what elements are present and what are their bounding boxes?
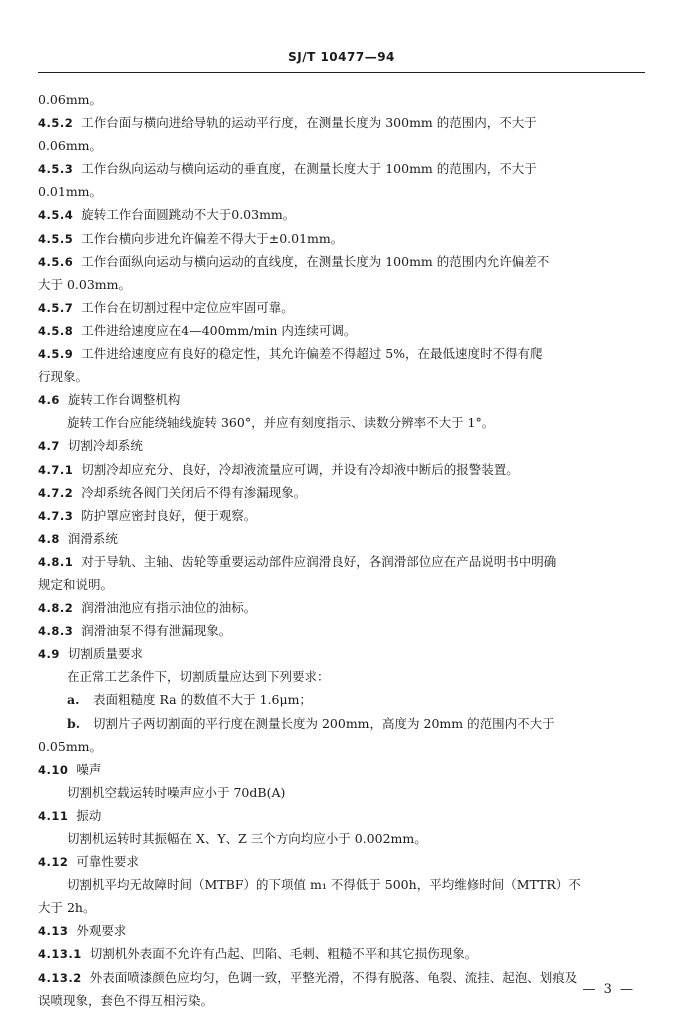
clause-text: 工件进给速度应有良好的稳定性，其允许偏差不得超过 5%，在最低速度时不得有爬	[81, 346, 543, 362]
clause-line	[38, 458, 642, 481]
clause-text: 大于 2h。	[38, 900, 96, 916]
clause-number: 4.5.8	[38, 323, 74, 338]
clause-line	[38, 550, 642, 573]
clause-text: 工作台在切割过程中定位应牢固可靠。	[81, 299, 294, 315]
clause-number: 4.7.2	[38, 485, 74, 500]
clause-line	[38, 250, 642, 273]
clause-number: 4.7.3	[38, 508, 74, 523]
clause-number: 4.13.2	[38, 970, 82, 985]
clause-number: 4.5.2	[38, 116, 74, 131]
clause-text: 切割冷却应充分、良好，冷却液流量应可调，并设有冷却液中断后的报警装置。	[81, 461, 519, 477]
clause-number: 4.5.5	[38, 231, 74, 246]
clause-line	[38, 227, 642, 250]
clause-line	[38, 642, 642, 665]
clause-text: 工作台面纵向运动与横向运动的直线度，在测量长度为 100mm 的范围内允许偏差不	[81, 253, 550, 269]
clause-text: 润滑系统	[67, 530, 118, 546]
clause-line	[38, 619, 642, 642]
clause-text: 防护罩应密封良好，便于观察。	[81, 507, 257, 523]
clause-text: 旋转工作台调整机构	[67, 392, 181, 408]
clause-number: 4.5.4	[38, 208, 74, 223]
text-line	[38, 688, 642, 711]
clause-text: 润滑油泵不得有泄漏现象。	[81, 623, 232, 639]
text-line	[38, 573, 642, 596]
clause-number: 4.8.3	[38, 624, 74, 639]
page-number: — 3 —	[582, 982, 635, 997]
clause-text: 冷却系统各阀门关闭后不得有渗漏现象。	[81, 484, 307, 500]
clause-text: 噪声	[76, 761, 102, 777]
clause-line	[38, 342, 642, 365]
standard-code-header: SJ/T 10477—94	[288, 50, 395, 64]
text-line	[38, 273, 642, 296]
clause-number: 4.8	[38, 531, 60, 546]
clause-text: 对于导轨、主轴、齿轮等重要运动部件应润滑良好，各润滑部位应在产品说明书中明确	[81, 553, 557, 569]
clause-text: 切割机外表面不允许有凸起、凹陷、毛刺、粗糙不平和其它损伤现象。	[89, 946, 478, 962]
clause-line	[38, 942, 642, 965]
clause-number: 4.7.1	[38, 462, 74, 477]
clause-line	[38, 481, 642, 504]
clause-line	[38, 966, 642, 989]
clause-text: 外观要求	[76, 923, 127, 939]
text-line	[38, 134, 642, 157]
clause-text: 外表面喷漆颜色应均匀，色调一致，平整光滑，不得有脱落、龟裂、流挂、起泡、划痕及	[89, 969, 578, 985]
clause-line	[38, 434, 642, 457]
clause-text: 误喷现象，套色不得互相污染。	[38, 992, 214, 1008]
clause-number: 4.5.7	[38, 300, 74, 315]
clause-text: 切割机平均无故障时间（MTBF）的下项值 m₁ 不得低于 500h，平均维修时间（MTTR）不	[67, 877, 581, 893]
clause-line	[38, 504, 642, 527]
clause-number: 4.8.2	[38, 601, 74, 616]
text-line	[38, 873, 642, 896]
text-line	[38, 411, 642, 434]
clause-line	[38, 157, 642, 180]
clause-text: 工件进给速度应在4—400mm/min 内连续可调。	[81, 322, 357, 338]
clause-text: 0.05mm。	[38, 738, 103, 754]
text-line	[38, 827, 642, 850]
header-rule	[38, 72, 645, 73]
text-line	[38, 989, 642, 1012]
clause-number: 4.5.9	[38, 347, 74, 362]
clause-text: 工作台面与横向进给导轨的运动平行度，在测量长度为 300mm 的范围内，不大于	[81, 115, 537, 131]
clause-text: 0.06mm。	[38, 92, 103, 107]
clause-text: 可靠性要求	[76, 854, 139, 870]
text-line	[38, 781, 642, 804]
clause-text: 旋转工作台应能绕轴线旋转 360°，并应有刻度指示、读数分辨率不大于 1°。	[67, 415, 495, 431]
clause-text: 切割片子两切割面的平行度在测量长度为 200mm，高度为 20mm 的范围内不大于	[93, 715, 555, 731]
text-line	[38, 665, 642, 688]
clause-text: 切割机运转时其振幅在 X、Y、Z 三个方向均应小于 0.002mm。	[67, 831, 427, 846]
list-letter: a.	[67, 692, 80, 708]
clause-text: 0.06mm。	[38, 138, 103, 154]
clause-line	[38, 111, 642, 134]
clause-number: 4.8.1	[38, 554, 74, 569]
clause-text: 规定和说明。	[38, 576, 114, 592]
clause-number: 4.5.3	[38, 162, 74, 177]
text-line	[38, 365, 642, 388]
clause-text: 在正常工艺条件下，切割质量应达到下列要求：	[67, 669, 330, 685]
clause-number: 4.9	[38, 647, 60, 662]
text-line	[38, 180, 642, 203]
clause-number: 4.13.1	[38, 947, 82, 962]
clause-text: 表面粗糙度 Ra 的数值不大于 1.6μm；	[93, 692, 312, 708]
clause-line	[38, 203, 642, 226]
clause-text: 行现象。	[38, 369, 89, 385]
clause-text: 0.01mm。	[38, 184, 103, 200]
document-body	[38, 88, 642, 1012]
clause-number: 4.6	[38, 393, 60, 408]
clause-text: 大于 0.03mm。	[38, 276, 132, 292]
clause-line	[38, 319, 642, 342]
clause-number: 4.12	[38, 855, 69, 870]
clause-text: 工作台纵向运动与横向运动的垂直度，在测量长度大于 100mm 的范围内，不大于	[81, 161, 537, 177]
clause-line	[38, 758, 642, 781]
clause-text: 振动	[76, 807, 102, 823]
clause-text: 润滑油池应有指示油位的油标。	[81, 600, 257, 616]
text-line	[38, 735, 642, 758]
clause-text: 工作台横向步进允许偏差不得大于±0.01mm。	[81, 230, 344, 246]
clause-line	[38, 850, 642, 873]
clause-line	[38, 527, 642, 550]
clause-text: 切割质量要求	[67, 646, 143, 662]
clause-number: 4.11	[38, 808, 69, 823]
clause-number: 4.7	[38, 439, 60, 454]
list-letter: b.	[67, 715, 81, 731]
clause-text: 切割机空载运转时噪声应小于 70dB(A)	[67, 784, 286, 800]
clause-line	[38, 919, 642, 942]
text-line	[38, 88, 642, 111]
clause-number: 4.10	[38, 762, 69, 777]
clause-text: 旋转工作台面圆跳动不大于0.03mm。	[81, 207, 296, 223]
text-line	[38, 712, 642, 735]
clause-line	[38, 804, 642, 827]
clause-number: 4.5.6	[38, 254, 74, 269]
clause-number: 4.13	[38, 924, 69, 939]
clause-line	[38, 596, 642, 619]
text-line	[38, 896, 642, 919]
clause-line	[38, 296, 642, 319]
clause-text: 切割冷却系统	[67, 438, 143, 454]
clause-line	[38, 388, 642, 411]
